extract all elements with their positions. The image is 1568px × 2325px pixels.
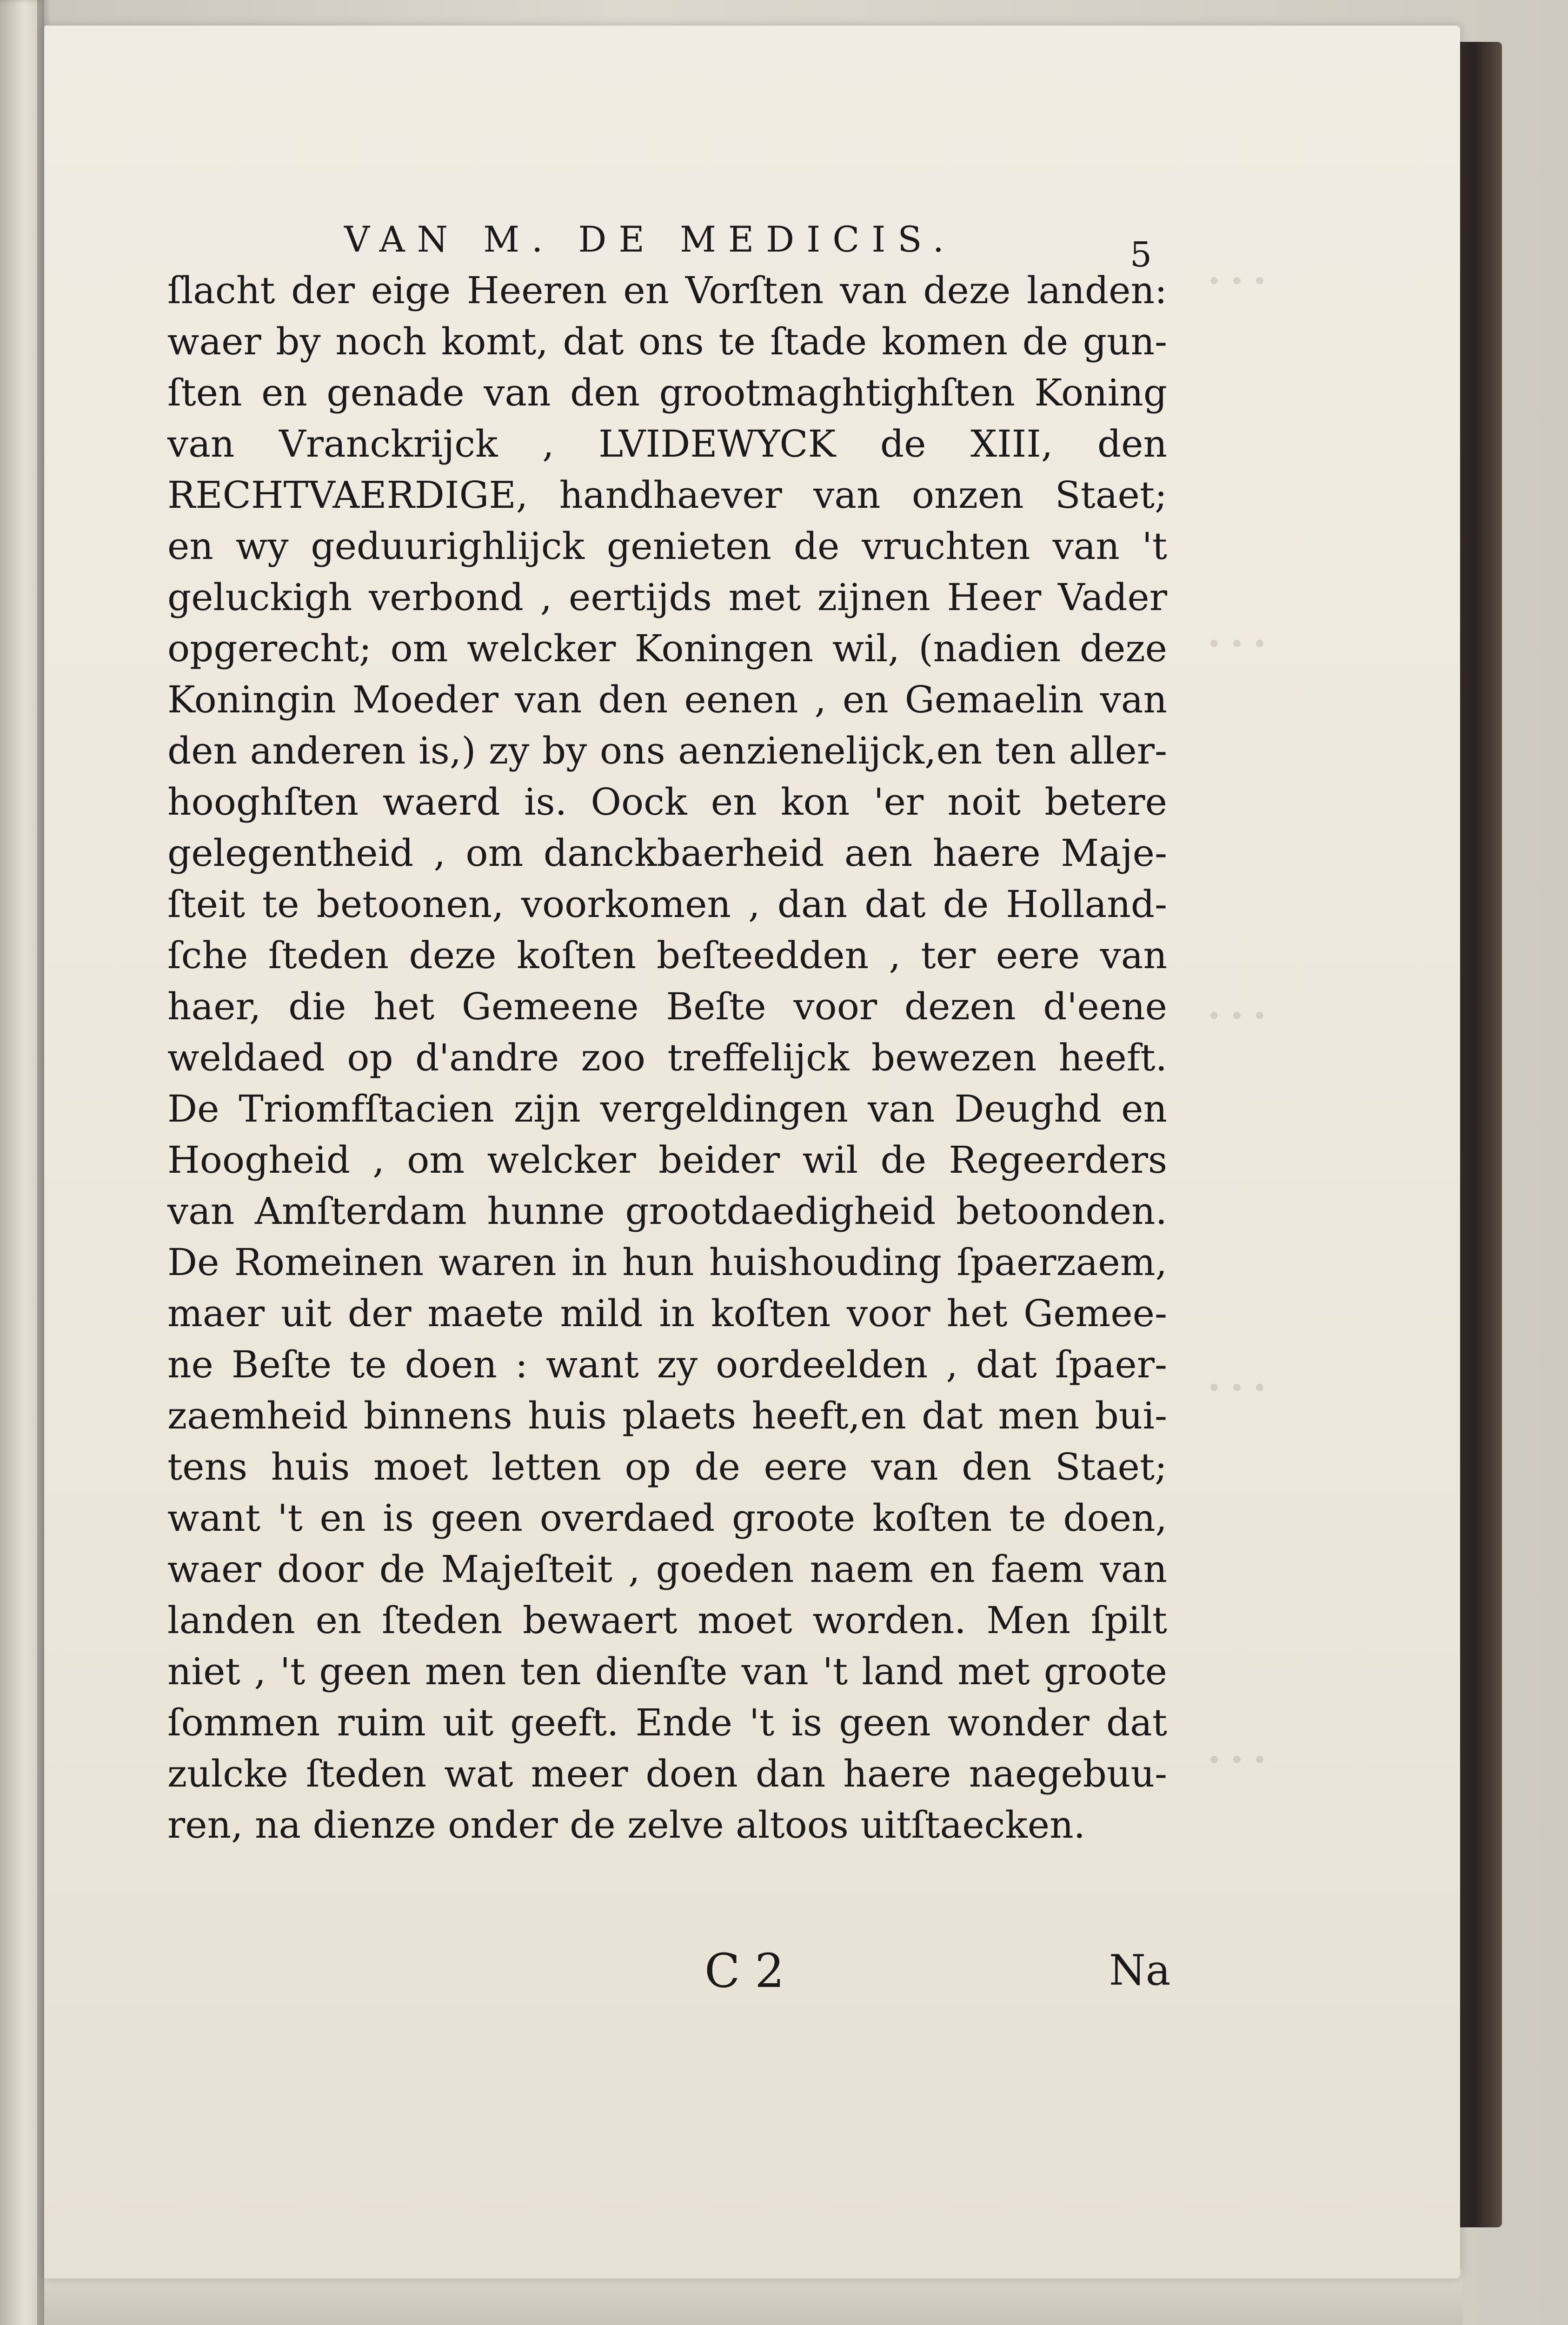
body-line: maer uit der maete mild in koſten voor het Gemee- [167,1292,1167,1335]
body-line: waer door de Majeſteit , goeden naem en faem van [167,1548,1167,1591]
body-line: Hoogheid , om welcker beider wil de Regeerders [167,1138,1167,1182]
body-line: zaemheid binnens huis plaets heeft,en dat men bui- [167,1394,1167,1437]
body-line: opgerecht; om welcker Koningen wil, (nadien deze [167,627,1167,670]
body-line: en wy geduurighlijck genieten de vruchten van 't [167,525,1167,568]
body-line: ren, na dienze onder de zelve altoos uitſtaecken. [167,1803,1086,1847]
body-line: waer by noch komt, dat ons te ſtade komen de gun- [167,320,1167,363]
body-line: ſommen ruim uit geeft. Ende 't is geen wonder dat [167,1701,1167,1744]
body-line: den anderen is,) zy by ons aenzienelijck,en ten aller- [167,729,1167,772]
body-line: gelegentheid , om danckbaerheid aen haere Maje- [167,831,1167,875]
body-line: Koningin Moeder van den eenen , en Gemaelin van [167,678,1167,721]
body-line: ſten en genade van den grootmaghtighſten Koning [167,371,1167,414]
show-through-text: • • • [1207,1746,1267,1775]
body-line: geluckigh verbond , eertijds met zijnen Heer Vader [167,576,1167,619]
body-line: niet , 't geen men ten dienſte van 't land met groote [167,1650,1167,1693]
body-line: weldaed op d'andre zoo treffelijck bewezen heeft. [167,1036,1167,1079]
show-through-text: • • • [1207,1002,1267,1031]
body-line: ſche ſteden deze koſten beſteedden , ter eere van [167,934,1167,977]
show-through-text: • • • [1207,1374,1267,1403]
body-line: van Vranckrijck , LVIDEWYCK de XIII, den [167,422,1167,465]
show-through-text: • • • [1207,267,1267,296]
body-line: haer, die het Gemeene Beſte voor dezen d'eene [167,985,1167,1028]
body-line: zulcke ſteden wat meer doen dan haere naegebuu- [167,1752,1167,1795]
body-line: tens huis moet letten op de eere van den Staet; [167,1445,1167,1488]
body-line: van Amſterdam hunne grootdaedigheid betoonden. [167,1189,1167,1233]
body-line: ne Beſte te doen : want zy oordeelden , dat ſpaer- [167,1343,1167,1386]
body-line: De Romeinen waren in hun huishouding ſpaerzaem, [167,1241,1167,1284]
body-line: hooghſten waerd is. Oock en kon 'er noit betere [167,780,1167,824]
body-line: RECHTVAERDIGE, handhaever van onzen Staet; [167,473,1167,517]
show-through-text: • • • [1207,630,1267,659]
page-number: 5 [1130,235,1152,275]
body-line: De Triomfſtacien zijn vergeldingen van Deughd en [167,1087,1167,1130]
body-line: landen en ſteden bewaert moet worden. Men ſpilt [167,1599,1167,1642]
running-head: VAN M. DE MEDICIS. [344,219,956,260]
body-line: want 't en is geen overdaed groote koſten te doen, [167,1496,1167,1540]
body-line: ſteit te betoonen, voorkomen , dan dat de Holland- [167,883,1167,926]
signature-mark: C 2 [704,1944,784,1998]
catchword: Na [1109,1946,1171,1995]
body-line: ſlacht der eige Heeren en Vorſten van deze landen: [167,269,1167,312]
